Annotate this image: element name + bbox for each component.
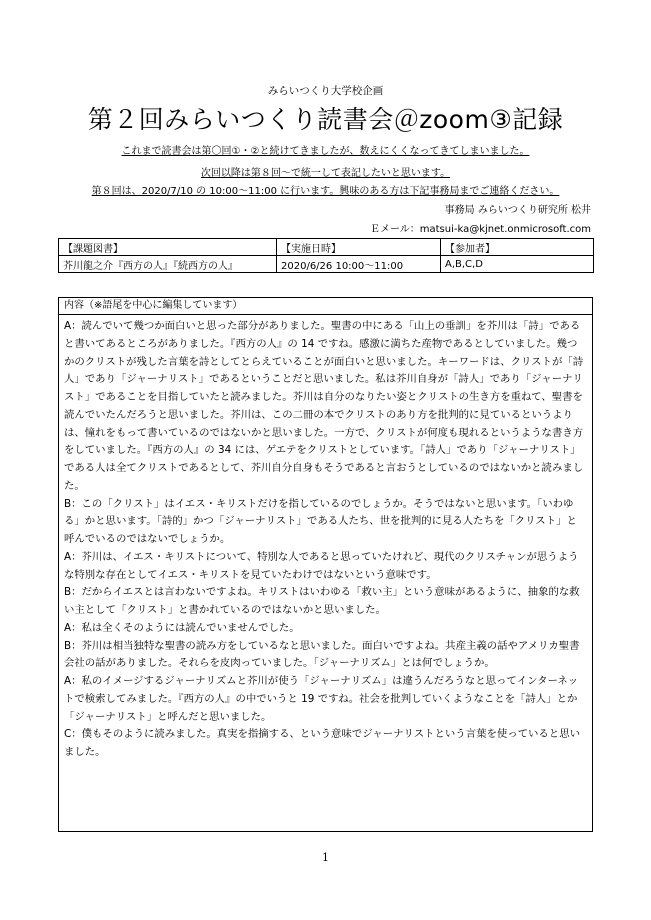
- transcript-paragraph: B：芥川は相当独特な聖書の読み方をしているなと思いました。面白いですよね。共産主義の話やアメリカ聖書会社の話がありました。それらを皮肉っていました。「ジャーナリズム」とは何でしょうか。: [64, 639, 580, 670]
- transcript-paragraph: A：私のイメージするジャーナリズムと芥川が使う「ジャーナリズム」は違うんだろうなと思ってインターネットで検索してみました。『西方の人』の中でいうと 19 ですね。社会を批判していくようなことを「詩人」とか「ジャーナリスト」と呼んだと思いました。: [64, 675, 579, 723]
- content-box: [58, 297, 593, 832]
- info-value-book: 芥川龍之介『西方の人』『続西方の人』: [59, 256, 277, 273]
- notice-line-1: これまで読書会は第〇回①・②と続けてきましたが、数えにくくなってきてしまいました。: [121, 146, 530, 157]
- info-header-book: 【課題図書】: [59, 239, 277, 256]
- transcript-paragraph: A：読んでいて幾つか面白いと思った部分がありました。聖書の中にある「山上の垂訓」を芥川は「詩」であると書いてあるところがありました。『西方の人』の 14 ですね。感激に満ちた産物であるとしていました。幾つかのクリストが残した言葉を詩としてとらえていることが面白いと思いました。キーワードは、クリストが「詩人」であり「ジャーナリスト」であるということだと思いました。私は芥川自身が「詩人」であり「ジャーナリスト」であることを目指していたと読みました。芥川は自分のなりたい姿とクリストの生き方を重ねて、聖書を読んでいたんだろうと思いました。芥川は、この二冊の本でクリストのあり方を批判的に見ているというよりは、憧れをもって書いているのではないかと思いました。一方で、クリストが何度も現れるというような書き方をしていました。『西方の人』の 34 には、ゲエテをクリストとしています。「詩人」であり「ジャーナリスト」である人は全てクリストであるとして、芥川自分自身もそうであると言おうとしているのではないかと読みました。: [64, 320, 584, 492]
- office-label: 事務局 みらいつくり研究所 松井: [444, 205, 591, 216]
- transcript-paragraph: C：僕もそのように読みました。真実を指摘する、という意味でジャーナリストという言葉を使っていると思いました。: [64, 728, 580, 758]
- transcript-paragraph: B：この「クリスト」はイエス・キリストだけを指しているのでしょうか。そうではないと思います。「いわゆる」かと思います。「詩的」かつ「ジャーナリスト」である人たち、世を批判的に見る人たちを「クリスト」と呼んでいるのではないでしょうか。: [64, 497, 577, 545]
- info-table-value-row: [59, 256, 594, 273]
- info-value-participants: A,B,C,D: [441, 256, 594, 273]
- page-title: 第２回みらいつくり読書会＠zoom③記録: [87, 105, 564, 134]
- transcript-paragraph: A：芥川は、イエス・キリストについて、特別な人であると思っていたけれど、現代のクリスチャンが思うような特別な存在としてイエス・キリストを見ていたわけではないという意味です。: [64, 550, 579, 581]
- email-label: Ｅメール：matsui-ka@kjnet.onmicrosoft.com: [369, 224, 591, 235]
- info-header-datetime: 【実施日時】: [277, 239, 441, 256]
- info-value-datetime: 2020/6/26 10:00〜11:00: [277, 256, 441, 273]
- transcript-paragraph: A：私は全くそのようには読んでいませんでした。: [64, 621, 300, 634]
- organizer-label: みらいつくり大学校企画: [267, 85, 384, 97]
- info-table-header-row: [59, 239, 594, 256]
- transcript-paragraph: B：だからイエスとは言わないですよね。キリストはいわゆる「救い主」という意味があるように、抽象的な救い主として「クリスト」と書かれているのではないかと思いました。: [64, 586, 580, 616]
- content-body: [59, 315, 592, 762]
- info-table: [58, 238, 594, 273]
- notice-line-2: 次回以降は第８回〜で統一して表記したいと思います。: [200, 168, 451, 179]
- notice-line-3: 第８回は、2020/7/10 の 10:00〜11:00 に行います。興味のある方は下記事務局までご連絡ください。: [91, 186, 560, 197]
- info-header-participants: 【参加者】: [441, 239, 594, 256]
- page-number: 1: [322, 851, 329, 864]
- content-header: 内容（※語尾を中心に編集しています）: [59, 298, 592, 315]
